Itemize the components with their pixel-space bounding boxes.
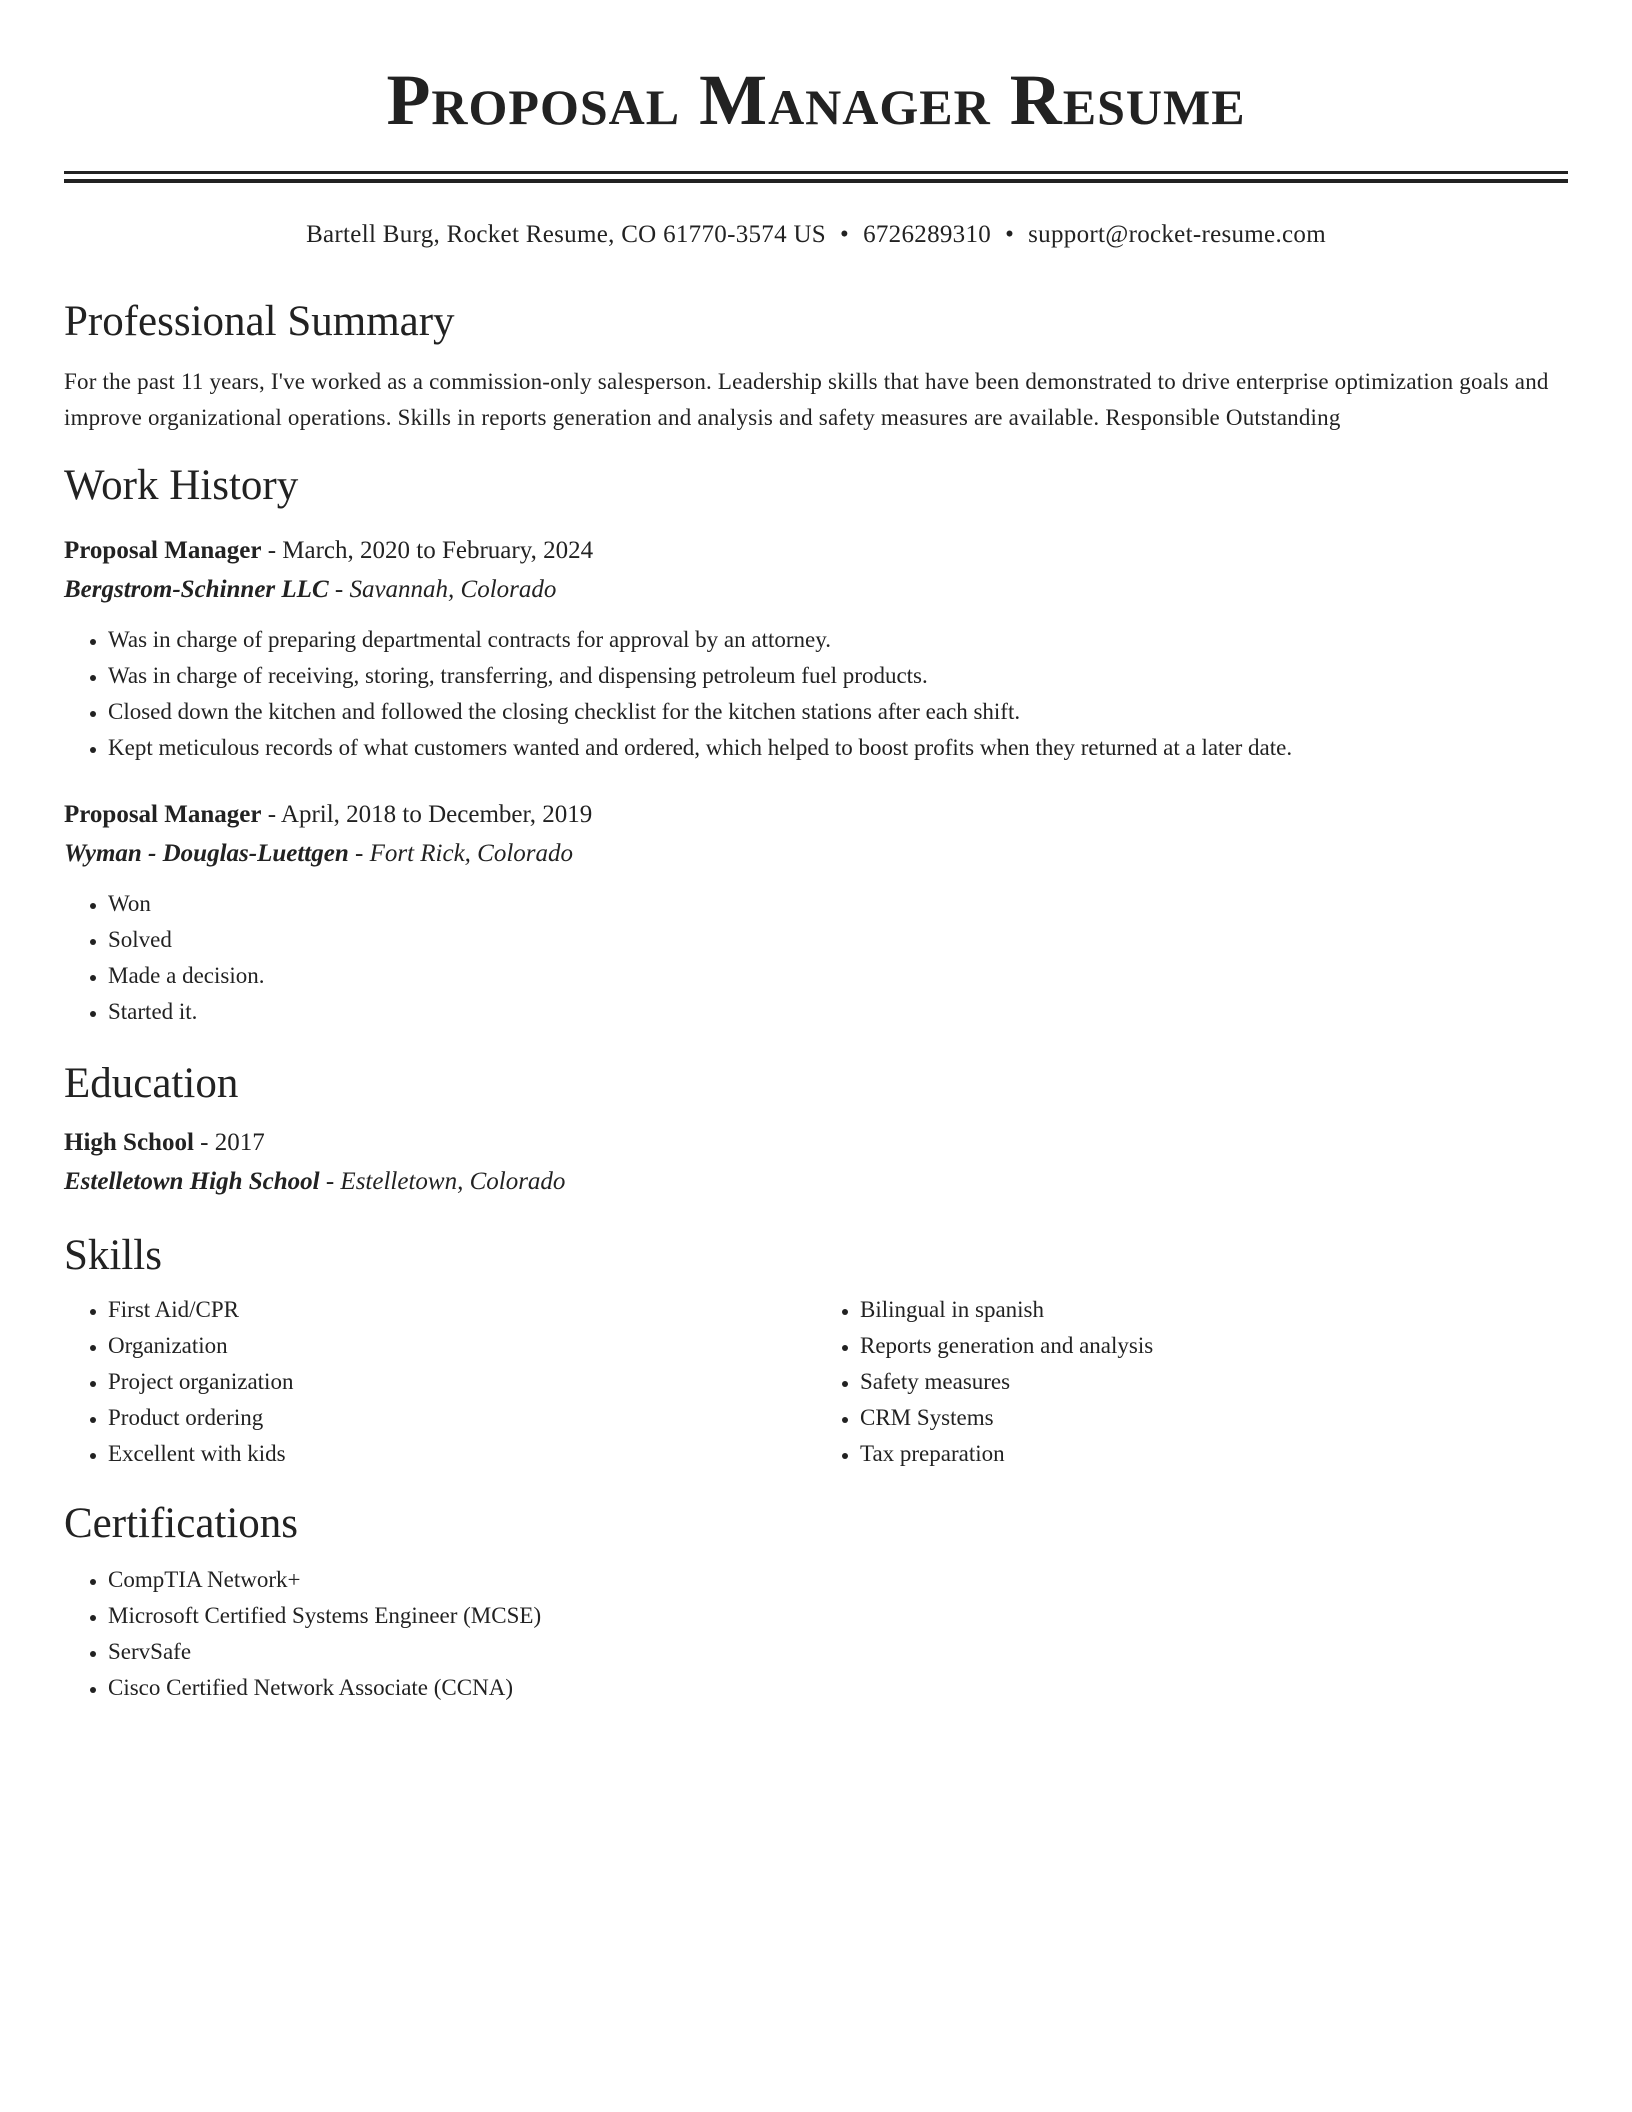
job-entry (64, 532, 1568, 766)
education-school-line (64, 1162, 1568, 1202)
job-company-line (64, 834, 1568, 874)
skill-item: • First Aid/CPR (108, 1292, 816, 1328)
skills-list-right (816, 1292, 1568, 1472)
list-item: • Solved (108, 922, 1568, 958)
contact-address: Bartell Burg, Rocket Resume, CO 61770-3574 US (306, 221, 827, 248)
skill-item: • Excellent with kids (108, 1436, 816, 1472)
skills-column-right (816, 1292, 1568, 1472)
education-year: - 2017 (193, 1129, 265, 1156)
contact-separator: • (840, 221, 850, 248)
job-bullets (64, 886, 1568, 1030)
education-heading: Education (64, 1060, 239, 1107)
certification-item: • Cisco Certified Network Associate (CCNA) (108, 1670, 1568, 1706)
list-item: • Was in charge of preparing departmental contracts for approval by an attorney. (108, 622, 1568, 658)
summary-heading: Professional Summary (64, 298, 455, 345)
list-item: • Kept meticulous records of what customers wanted and ordered, which helped to boost profits when they returned at a later date. (108, 730, 1568, 766)
certifications-list (64, 1562, 1568, 1706)
job-title-line (64, 796, 1568, 834)
job-dates: - March, 2020 to February, 2024 (261, 537, 594, 564)
education-entry (64, 1124, 1568, 1202)
certification-item: • CompTIA Network+ (108, 1562, 1568, 1598)
skills-column-left (64, 1292, 816, 1472)
skills-columns (64, 1292, 1568, 1472)
skill-item: • Project organization (108, 1364, 816, 1400)
certification-item: • Microsoft Certified Systems Engineer (MCSE) (108, 1598, 1568, 1634)
skill-item: • Bilingual in spanish (860, 1292, 1568, 1328)
job-company: Bergstrom-Schinner LLC (64, 576, 329, 603)
job-title-line (64, 532, 1568, 570)
education-degree-line (64, 1124, 1568, 1162)
job-company-line (64, 570, 1568, 610)
skill-item: • Organization (108, 1328, 816, 1364)
skill-item: • Product ordering (108, 1400, 816, 1436)
contact-email: support@rocket-resume.com (1028, 221, 1326, 248)
contact-phone: 6726289310 (863, 221, 992, 248)
job-bullets (64, 622, 1568, 766)
list-item: • Started it. (108, 994, 1568, 1030)
certifications-heading: Certifications (64, 1500, 299, 1547)
skills-heading: Skills (64, 1232, 162, 1279)
list-item: • Won (108, 886, 1568, 922)
list-item: • Closed down the kitchen and followed the closing checklist for the kitchen stations after each shift. (108, 694, 1568, 730)
job-title: Proposal Manager (64, 537, 262, 564)
education-location: - Estelletown, Colorado (319, 1168, 566, 1195)
list-item: • Was in charge of receiving, storing, transferring, and dispensing petroleum fuel products. (108, 658, 1568, 694)
job-location: - Fort Rick, Colorado (348, 840, 574, 867)
list-item: • Made a decision. (108, 958, 1568, 994)
work-history-heading: Work History (64, 462, 299, 509)
skill-item: • CRM Systems (860, 1400, 1568, 1436)
job-dates: - April, 2018 to December, 2019 (261, 801, 593, 828)
job-title: Proposal Manager (64, 801, 262, 828)
title-divider-top (64, 171, 1568, 174)
contact-line (64, 218, 1568, 252)
job-entry (64, 796, 1568, 1030)
summary-text: For the past 11 years, I've worked as a commission-only salesperson. Leadership skills that have been demonstrated to drive enterprise optimization goals and improve organizational operations. Skills in reports generation and analysis and safety measures are available. Responsible Outstanding (64, 369, 1549, 430)
skills-list-left (64, 1292, 816, 1472)
resume-title: Proposal Manager Resume (386, 60, 1246, 140)
contact-separator: • (1005, 221, 1015, 248)
title-divider-bottom (64, 179, 1568, 183)
education-degree: High School (64, 1129, 194, 1156)
education-school: Estelletown High School (64, 1168, 320, 1195)
skill-item: • Reports generation and analysis (860, 1328, 1568, 1364)
job-company: Wyman - Douglas-Luettgen (64, 840, 349, 867)
certification-item: • ServSafe (108, 1634, 1568, 1670)
skill-item: • Tax preparation (860, 1436, 1568, 1472)
skill-item: • Safety measures (860, 1364, 1568, 1400)
job-location: - Savannah, Colorado (328, 576, 557, 603)
